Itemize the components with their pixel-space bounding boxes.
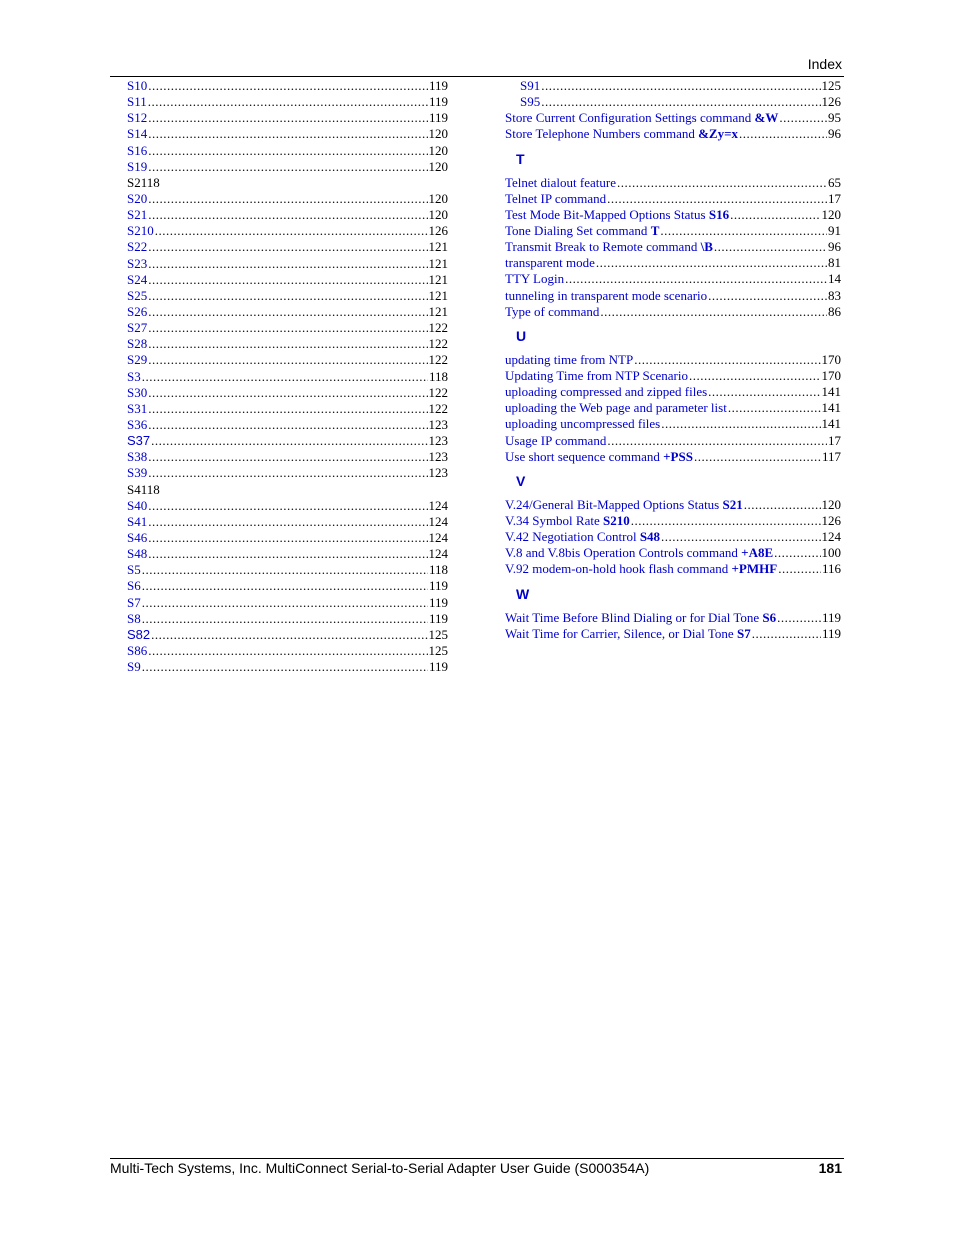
index-left-column [127,78,448,675]
dot-leader [728,400,821,416]
index-entry[interactable] [127,578,448,594]
footer-rule [110,1158,844,1159]
index-entry[interactable] [505,304,841,320]
index-entry[interactable] [127,385,448,401]
index-page-number: 125 [428,626,448,642]
index-entry[interactable] [127,126,448,142]
index-entry[interactable] [127,449,448,465]
dot-leader [777,610,821,626]
index-page-number: 119 [428,578,448,594]
dot-leader [778,561,821,577]
index-entry[interactable] [505,433,841,449]
index-page-number: 125 [428,642,448,658]
dot-leader [151,433,427,449]
index-page-number: 120 [428,190,448,206]
index-entry[interactable] [505,400,841,416]
index-term[interactable]: S16 [127,142,148,158]
index-page-number: 126 [821,94,841,110]
index-page-number: 119 [821,609,841,625]
index-page-number: 121 [428,239,448,255]
index-term[interactable]: S210 [127,223,154,239]
index-entry[interactable] [127,272,448,288]
index-page-number: 118 [140,481,160,497]
index-entry[interactable] [505,255,841,271]
index-page-number: 122 [428,400,448,416]
index-page-number: 120 [428,158,448,174]
index-term-command: S6 [762,609,777,625]
index-entry[interactable] [127,159,448,175]
index-term[interactable]: S41 [127,513,148,529]
index-term-command: +PMHF [731,561,778,577]
index-entry[interactable] [505,610,841,626]
index-term[interactable]: S23 [127,255,148,271]
index-page-number: 83 [828,287,841,303]
index-entry[interactable] [505,626,841,642]
index-entry[interactable] [127,191,448,207]
index-page-number: 119 [428,594,448,610]
index-term[interactable]: S86 [127,642,148,658]
index-term[interactable]: tunneling in transparent mode scenario [505,287,708,303]
dot-leader [148,514,427,530]
dot-leader [661,416,820,432]
dot-leader [596,255,827,271]
index-right-column [505,78,841,642]
index-page-number: 121 [428,271,448,287]
index-term: S4 [127,481,141,497]
dot-leader [148,320,427,336]
dot-leader [631,513,821,529]
index-term[interactable]: TTY Login [505,271,565,287]
index-page-number: 123 [428,449,448,465]
index-page-number: 91 [828,222,841,238]
index-page-number: 17 [828,190,841,206]
index-term[interactable]: S82 [127,626,151,642]
index-term[interactable]: S25 [127,287,148,303]
index-term[interactable]: uploading compressed and zipped files [505,384,708,400]
index-entry[interactable] [127,659,448,675]
index-term-command: S210 [603,512,630,528]
index-page-number: 141 [821,400,841,416]
index-term[interactable]: V.92 modem-on-hold hook flash command +PMHF [505,561,778,577]
index-entry[interactable] [127,562,448,578]
index-term[interactable]: uploading uncompressed files [505,416,661,432]
index-page-number: 121 [428,303,448,319]
index-page-number: 122 [428,336,448,352]
dot-leader [142,611,428,627]
index-letter-heading: V [516,472,526,489]
dot-leader [779,110,827,126]
index-term[interactable]: Wait Time for Carrier, Silence, or Dial Tone S7 [505,625,751,641]
index-entry[interactable] [127,352,448,368]
dot-leader [148,239,427,255]
index-term[interactable]: S28 [127,336,148,352]
index-entry[interactable] [505,239,841,255]
index-term[interactable]: S8 [127,610,141,626]
index-page-number: 120 [428,142,448,158]
index-term[interactable]: Store Current Configuration Settings command &W [505,110,779,126]
dot-leader [148,304,427,320]
index-term[interactable]: Telnet IP command [505,190,607,206]
index-entry [127,482,448,498]
index-entry[interactable] [127,143,448,159]
index-entry[interactable] [505,126,841,142]
index-entry [127,175,448,191]
index-entry[interactable] [127,401,448,417]
index-entry[interactable] [505,513,841,529]
index-term[interactable]: S91 [520,78,541,93]
index-term-command: S7 [736,625,751,641]
index-entry[interactable] [127,611,448,627]
index-term-command: \B [700,239,713,255]
index-letter-heading: U [516,327,527,344]
index-page-number: 119 [428,94,448,110]
index-entry[interactable] [505,416,841,432]
index-page-number: 96 [828,126,841,142]
index-term[interactable]: Test Mode Bit-Mapped Options Status S16 [505,206,730,222]
index-entry[interactable] [505,352,841,368]
dot-leader [774,545,820,561]
dot-leader [607,191,827,207]
dot-leader [689,368,821,384]
index-page-number: 121 [428,287,448,303]
index-term[interactable]: transparent mode [505,255,595,271]
index-entry[interactable] [505,368,841,384]
index-entry[interactable] [505,175,841,191]
page-header-section: Index [807,56,842,72]
dot-leader [634,352,820,368]
index-term[interactable]: V.24/General Bit-Mapped Options Status S21 [505,496,743,512]
footer-text: Multi-Tech Systems, Inc. MultiConnect Serial-to-Serial Adapter User Guide (S000354A) [110,1160,650,1176]
dot-leader [148,417,427,433]
dot-leader [730,207,820,223]
index-entry[interactable] [505,191,841,207]
dot-leader [148,352,427,368]
index-page-number: 96 [828,239,841,255]
dot-leader [661,529,820,545]
index-entry[interactable] [505,110,841,126]
index-page-number: 95 [828,110,841,126]
index-entry[interactable] [127,514,448,530]
dot-leader [142,595,428,611]
index-term[interactable]: S31 [127,400,148,416]
dot-leader [148,401,427,417]
index-term-command: S21 [722,496,743,512]
index-term[interactable]: S20 [127,190,148,206]
index-term[interactable]: Tone Dialing Set command T [505,222,660,238]
index-page-number: 118 [140,174,160,190]
index-page-number: 116 [821,561,841,577]
index-entry[interactable] [505,449,841,465]
index-entry[interactable] [505,497,841,513]
index-page-number: 124 [428,497,448,513]
index-page-number: 170 [821,367,841,383]
dot-leader [148,256,427,272]
dot-leader [148,78,428,94]
index-page-number: 122 [428,384,448,400]
dot-leader [148,272,427,288]
index-term[interactable]: Usage IP command [505,432,607,448]
index-page-number: 124 [821,529,841,545]
index-term[interactable]: S37 [127,433,151,449]
index-letter-heading: W [516,585,530,602]
index-term[interactable]: updating time from NTP [505,351,634,367]
index-page-number: 123 [428,465,448,481]
index-term[interactable]: S11 [127,94,147,110]
index-page-number: 122 [428,320,448,336]
dot-leader [739,126,827,142]
index-page-number: 125 [821,78,841,93]
index-page-number: 117 [821,448,841,464]
index-entry[interactable] [127,256,448,272]
index-term-command: +PSS [663,448,693,464]
dot-leader [607,433,827,449]
index-page-number: 123 [428,433,448,449]
index-page-number: 65 [828,174,841,190]
index-term[interactable]: S38 [127,449,148,465]
index-page-number: 86 [828,303,841,319]
index-term-command: &W [754,110,779,126]
index-term[interactable]: Wait Time Before Blind Dialing or for Dial Tone S6 [505,609,777,625]
index-term[interactable]: V.34 Symbol Rate S210 [505,512,630,528]
index-term[interactable]: S40 [127,497,148,513]
dot-leader [148,126,427,142]
index-page-number: 141 [821,384,841,400]
index-term[interactable]: S95 [520,94,541,110]
index-page-number: 81 [828,255,841,271]
index-term[interactable]: S6 [127,578,141,594]
index-entry[interactable] [505,561,841,577]
index-entry[interactable] [505,271,841,287]
index-term[interactable]: S30 [127,384,148,400]
index-page-number: 124 [428,513,448,529]
dot-leader [541,94,820,110]
dot-leader [151,627,427,643]
index-term[interactable]: S9 [127,659,141,675]
dot-leader [617,175,827,191]
dot-leader [708,288,827,304]
index-entry[interactable] [127,498,448,514]
dot-leader [148,110,428,126]
index-page-number: 118 [428,368,448,384]
index-term[interactable]: Transmit Break to Remote command \B [505,239,713,255]
dot-leader [600,304,827,320]
index-entry[interactable] [127,223,448,239]
index-page-number: 119 [428,110,448,126]
index-page-number: 124 [428,529,448,545]
index-page-number: 141 [821,416,841,432]
index-term[interactable]: S46 [127,529,148,545]
index-letter-heading: T [516,150,525,167]
index-term[interactable]: Telnet dialout feature [505,174,616,190]
dot-leader [148,94,428,110]
index-term[interactable]: S24 [127,271,148,287]
dot-leader [142,562,428,578]
index-entry[interactable] [505,288,841,304]
dot-leader [714,239,827,255]
index-term[interactable]: Type of command [505,303,600,319]
index-entry[interactable] [505,78,841,94]
dot-leader [142,659,428,675]
index-entry[interactable] [127,78,448,94]
index-entry[interactable] [127,433,448,449]
index-page-number: 121 [428,255,448,271]
index-page-number: 124 [428,546,448,562]
index-entry[interactable] [505,94,841,110]
index-term-command: S48 [639,529,661,545]
index-entry[interactable] [127,320,448,336]
index-page-number: 119 [428,659,448,675]
index-entry[interactable] [127,643,448,659]
dot-leader [142,369,428,385]
index-entry[interactable] [127,417,448,433]
dot-leader [142,578,428,594]
dot-leader [148,336,427,352]
index-page-number: 170 [821,351,841,367]
dot-leader [148,465,427,481]
index-entry[interactable] [505,223,841,239]
index-entry[interactable] [127,465,448,481]
index-term-command: T [650,222,660,238]
index-page-number: 14 [828,271,841,287]
index-term[interactable]: S29 [127,352,148,368]
index-term[interactable]: Updating Time from NTP Scenario [505,367,688,383]
index-entry[interactable] [127,369,448,385]
dot-leader [148,643,427,659]
index-entry[interactable] [127,595,448,611]
index-entry[interactable] [127,627,448,643]
index-term[interactable]: S39 [127,465,148,481]
index-term[interactable]: Use short sequence command +PSS [505,448,693,464]
index-entry[interactable] [127,304,448,320]
index-page-number: 126 [428,223,448,239]
index-term[interactable]: S27 [127,320,148,336]
index-page-number: 17 [828,432,841,448]
index-page-number: 120 [428,207,448,223]
index-entry[interactable] [505,545,841,561]
index-term[interactable]: S10 [127,78,148,93]
index-page-number: 126 [821,512,841,528]
dot-leader [148,288,427,304]
index-page-number: 118 [428,562,448,578]
index-term[interactable]: S12 [127,110,148,126]
index-term[interactable]: S26 [127,303,148,319]
index-term-command: &Zy=x [698,126,739,142]
index-term[interactable]: S19 [127,158,148,174]
index-term[interactable]: S48 [127,546,148,562]
index-entry[interactable] [127,530,448,546]
index-entry[interactable] [505,384,841,400]
index-page-number: 123 [428,416,448,432]
index-page-number: 119 [428,78,448,93]
index-term[interactable]: S36 [127,416,148,432]
index-term[interactable]: V.42 Negotiation Control S48 [505,529,661,545]
index-entry[interactable] [127,336,448,352]
index-page-number: 100 [821,545,841,561]
dot-leader [148,159,427,175]
index-term[interactable]: V.8 and V.8bis Operation Controls command +A8E [505,545,774,561]
index-entry[interactable] [127,288,448,304]
header-rule [110,76,844,77]
index-term-command: S16 [708,206,730,222]
index-term-command: +A8E [741,545,774,561]
index-entry[interactable] [127,110,448,126]
index-page-number: 119 [428,610,448,626]
dot-leader [148,385,427,401]
dot-leader [148,530,427,546]
index-term[interactable]: S5 [127,562,141,578]
dot-leader [148,449,427,465]
index-page-number: 120 [821,496,841,512]
index-term[interactable]: S7 [127,594,141,610]
index-entry[interactable] [505,529,841,545]
index-page-number: 120 [821,206,841,222]
dot-leader [694,449,821,465]
dot-leader [148,546,427,562]
index-term[interactable]: uploading the Web page and parameter list [505,400,727,416]
index-term[interactable]: S22 [127,239,148,255]
dot-leader [148,498,427,514]
dot-leader [148,207,427,223]
dot-leader [752,626,821,642]
index-term[interactable]: S14 [127,126,148,142]
index-term[interactable]: S3 [127,368,141,384]
index-term[interactable]: Store Telephone Numbers command &Zy=x [505,126,739,142]
index-entry[interactable] [505,207,841,223]
dot-leader [155,223,428,239]
index-entry[interactable] [127,239,448,255]
index-entry[interactable] [127,94,448,110]
index-page-number: 119 [821,625,841,641]
index-term: S2 [127,174,141,190]
index-page-number: 120 [428,126,448,142]
footer-page-number: 181 [818,1160,842,1176]
dot-leader [744,497,821,513]
dot-leader [660,223,827,239]
index-page-number: 122 [428,352,448,368]
index-entry[interactable] [127,207,448,223]
dot-leader [565,271,827,287]
dot-leader [148,191,427,207]
dot-leader [708,384,820,400]
dot-leader [541,78,820,94]
index-term[interactable]: S21 [127,207,148,223]
dot-leader [148,143,427,159]
index-entry[interactable] [127,546,448,562]
